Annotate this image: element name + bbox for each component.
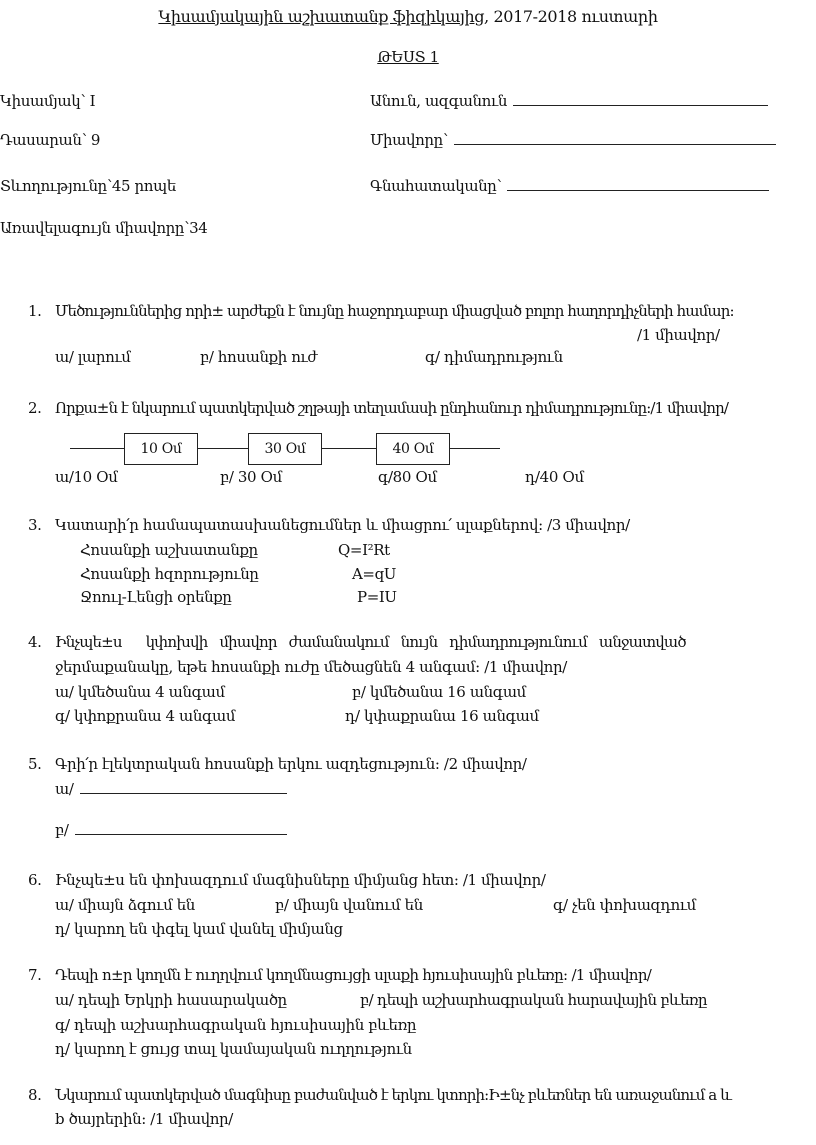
q3-number: 3. (28, 516, 42, 534)
q1-option-b[interactable]: բ/ հոսանքի ուժ (200, 348, 318, 366)
resistor-40: 40 Օմ (376, 433, 450, 465)
evaluator-label: Գնահատականը՝ (370, 177, 502, 195)
q5-number: 5. (28, 755, 42, 773)
q4-option-c[interactable]: գ/ կփոքրանա 4 անգամ (55, 707, 236, 725)
evaluator-blank[interactable] (507, 176, 769, 191)
max-points: Առավելագույն միավորը՝34 (0, 219, 208, 237)
q6-number: 6. (28, 871, 42, 889)
q5-answer-b[interactable] (55, 820, 287, 840)
q7-number: 7. (28, 966, 42, 984)
q8-text: Նկարում պատկերված մագնիսը բաժանված է երկու կտորի:Ի±նչ բևեռներ են առաջանում a և (55, 1086, 732, 1104)
q2-option-d[interactable]: դ/40 Օմ (525, 468, 584, 486)
q3-right-2: A=qU (352, 565, 397, 583)
q1-option-a[interactable]: ա/ լարում (55, 348, 131, 366)
name-field[interactable] (370, 91, 768, 111)
q4-option-b[interactable]: բ/ կմեծանա 16 անգամ (352, 683, 526, 701)
q4-text: Ինչպե±ս կփոխվի միավոր ժամանակում նույն դիմադրությունում անջատված (55, 633, 686, 651)
q8-text-2: b ծայրերին: /1 միավոր/ (55, 1110, 233, 1128)
q1-number: 1. (28, 302, 42, 320)
q3-left-2: Հոսանքի հզորությունը (80, 565, 259, 583)
points-blank[interactable] (454, 130, 776, 145)
title-main: Կիսամյակային աշխատանք ֆիզիկայից (158, 7, 485, 26)
q4-option-a[interactable]: ա/ կմեծանա 4 անգամ (55, 683, 225, 701)
q5-label-b: բ/ (55, 821, 69, 839)
points-field[interactable] (370, 130, 776, 150)
resistor-30: 30 Օմ (248, 433, 322, 465)
q7-text: Դեպի ո±ր կողմն է ուղղվում կողմնացույցի սլաքի հյուսիսային բևեռը: /1 միավոր/ (55, 966, 652, 984)
q2-text: Որքա±ն է նկարում պատկերված շղթայի տեղամասի ընդհանուր դիմադրությունը:/1 միավոր/ (55, 399, 729, 417)
resistor-10: 10 Օմ (124, 433, 198, 465)
q7-option-a[interactable]: ա/ դեպի Երկրի հասարակածը (55, 991, 287, 1009)
q4-text-2: ջերմաքանակը, եթե հոսանքի ուժը մեծացնեն 4 անգամ: /1 միավոր/ (55, 658, 567, 676)
q2-option-a[interactable]: ա/10 Օմ (55, 468, 118, 486)
q1-text: Մեծություններից որի± արժեքն է նույնը հաջորդաբար միացված բոլոր հաղորդիչների համար: (55, 302, 734, 320)
points-label: Միավորը՝ (370, 131, 448, 149)
q6-option-b[interactable]: բ/ միայն վանում են (275, 896, 423, 914)
q3-left-1: Հոսանքի աշխատանքը (80, 541, 258, 559)
q4-option-d[interactable]: դ/ կփաքրանա 16 անգամ (345, 707, 539, 725)
q5-blank-b[interactable] (75, 820, 287, 835)
semester: Կիսամյակ՝ I (0, 92, 96, 110)
q5-blank-a[interactable] (80, 779, 287, 794)
q7-option-b[interactable]: բ/ դեպի աշխարհագրական հարավային բևեռը (360, 991, 707, 1009)
grade: Դասարան՝ 9 (0, 131, 101, 149)
name-label: Անուն, ազգանուն (370, 92, 508, 110)
page-title (0, 7, 816, 27)
q5-answer-a[interactable] (55, 779, 287, 799)
q2-number: 2. (28, 399, 42, 417)
q6-option-d[interactable]: դ/ կարող են փգել կամ վանել միմյանց (55, 920, 343, 938)
q6-option-c[interactable]: գ/ չեն փոխազդում (553, 896, 696, 914)
q3-right-1: Q=I²Rt (338, 541, 390, 559)
duration: Տևողությունը՝45 րոպե (0, 177, 176, 195)
q3-right-3: P=IU (357, 588, 397, 606)
q5-text: Գրի՛ր էլեկտրական հոսանքի երկու ազդեցություն: /2 միավոր/ (55, 755, 527, 773)
q6-text: Ինչպե±ս են փոխազդում մագնիսները միմյանց հետ: /1 միավոր/ (55, 871, 546, 889)
test-heading: ԹԵՍՏ 1 (377, 48, 439, 66)
q3-left-3: Ջոուլ-Լենցի օրենքը (80, 588, 232, 606)
q6-option-a[interactable]: ա/ միայն ձգում են (55, 896, 195, 914)
evaluator-field[interactable] (370, 176, 769, 196)
q7-option-c[interactable]: գ/ դեպի աշխարհագրական հյուսիսային բևեռը (55, 1016, 417, 1034)
q2-option-b[interactable]: բ/ 30 Օմ (220, 468, 282, 486)
q1-points: /1 միավոր/ (637, 326, 720, 344)
q1-option-c[interactable]: գ/ դիմադրություն (425, 348, 563, 366)
q3-text: Կատարի՛ր համապատասխանեցումներ և միացրու՛ սլաքներով: /3 միավոր/ (55, 516, 630, 534)
q5-label-a: ա/ (55, 780, 74, 798)
q4-number: 4. (28, 633, 42, 651)
q2-option-c[interactable]: գ/80 Օմ (378, 468, 437, 486)
q7-option-d[interactable]: դ/ կարող է ցույց տալ կամայական ուղղություն (55, 1040, 412, 1058)
q8-number: 8. (28, 1086, 42, 1104)
title-year: , 2017-2018 ուստարի (484, 7, 658, 26)
name-blank[interactable] (513, 91, 768, 106)
